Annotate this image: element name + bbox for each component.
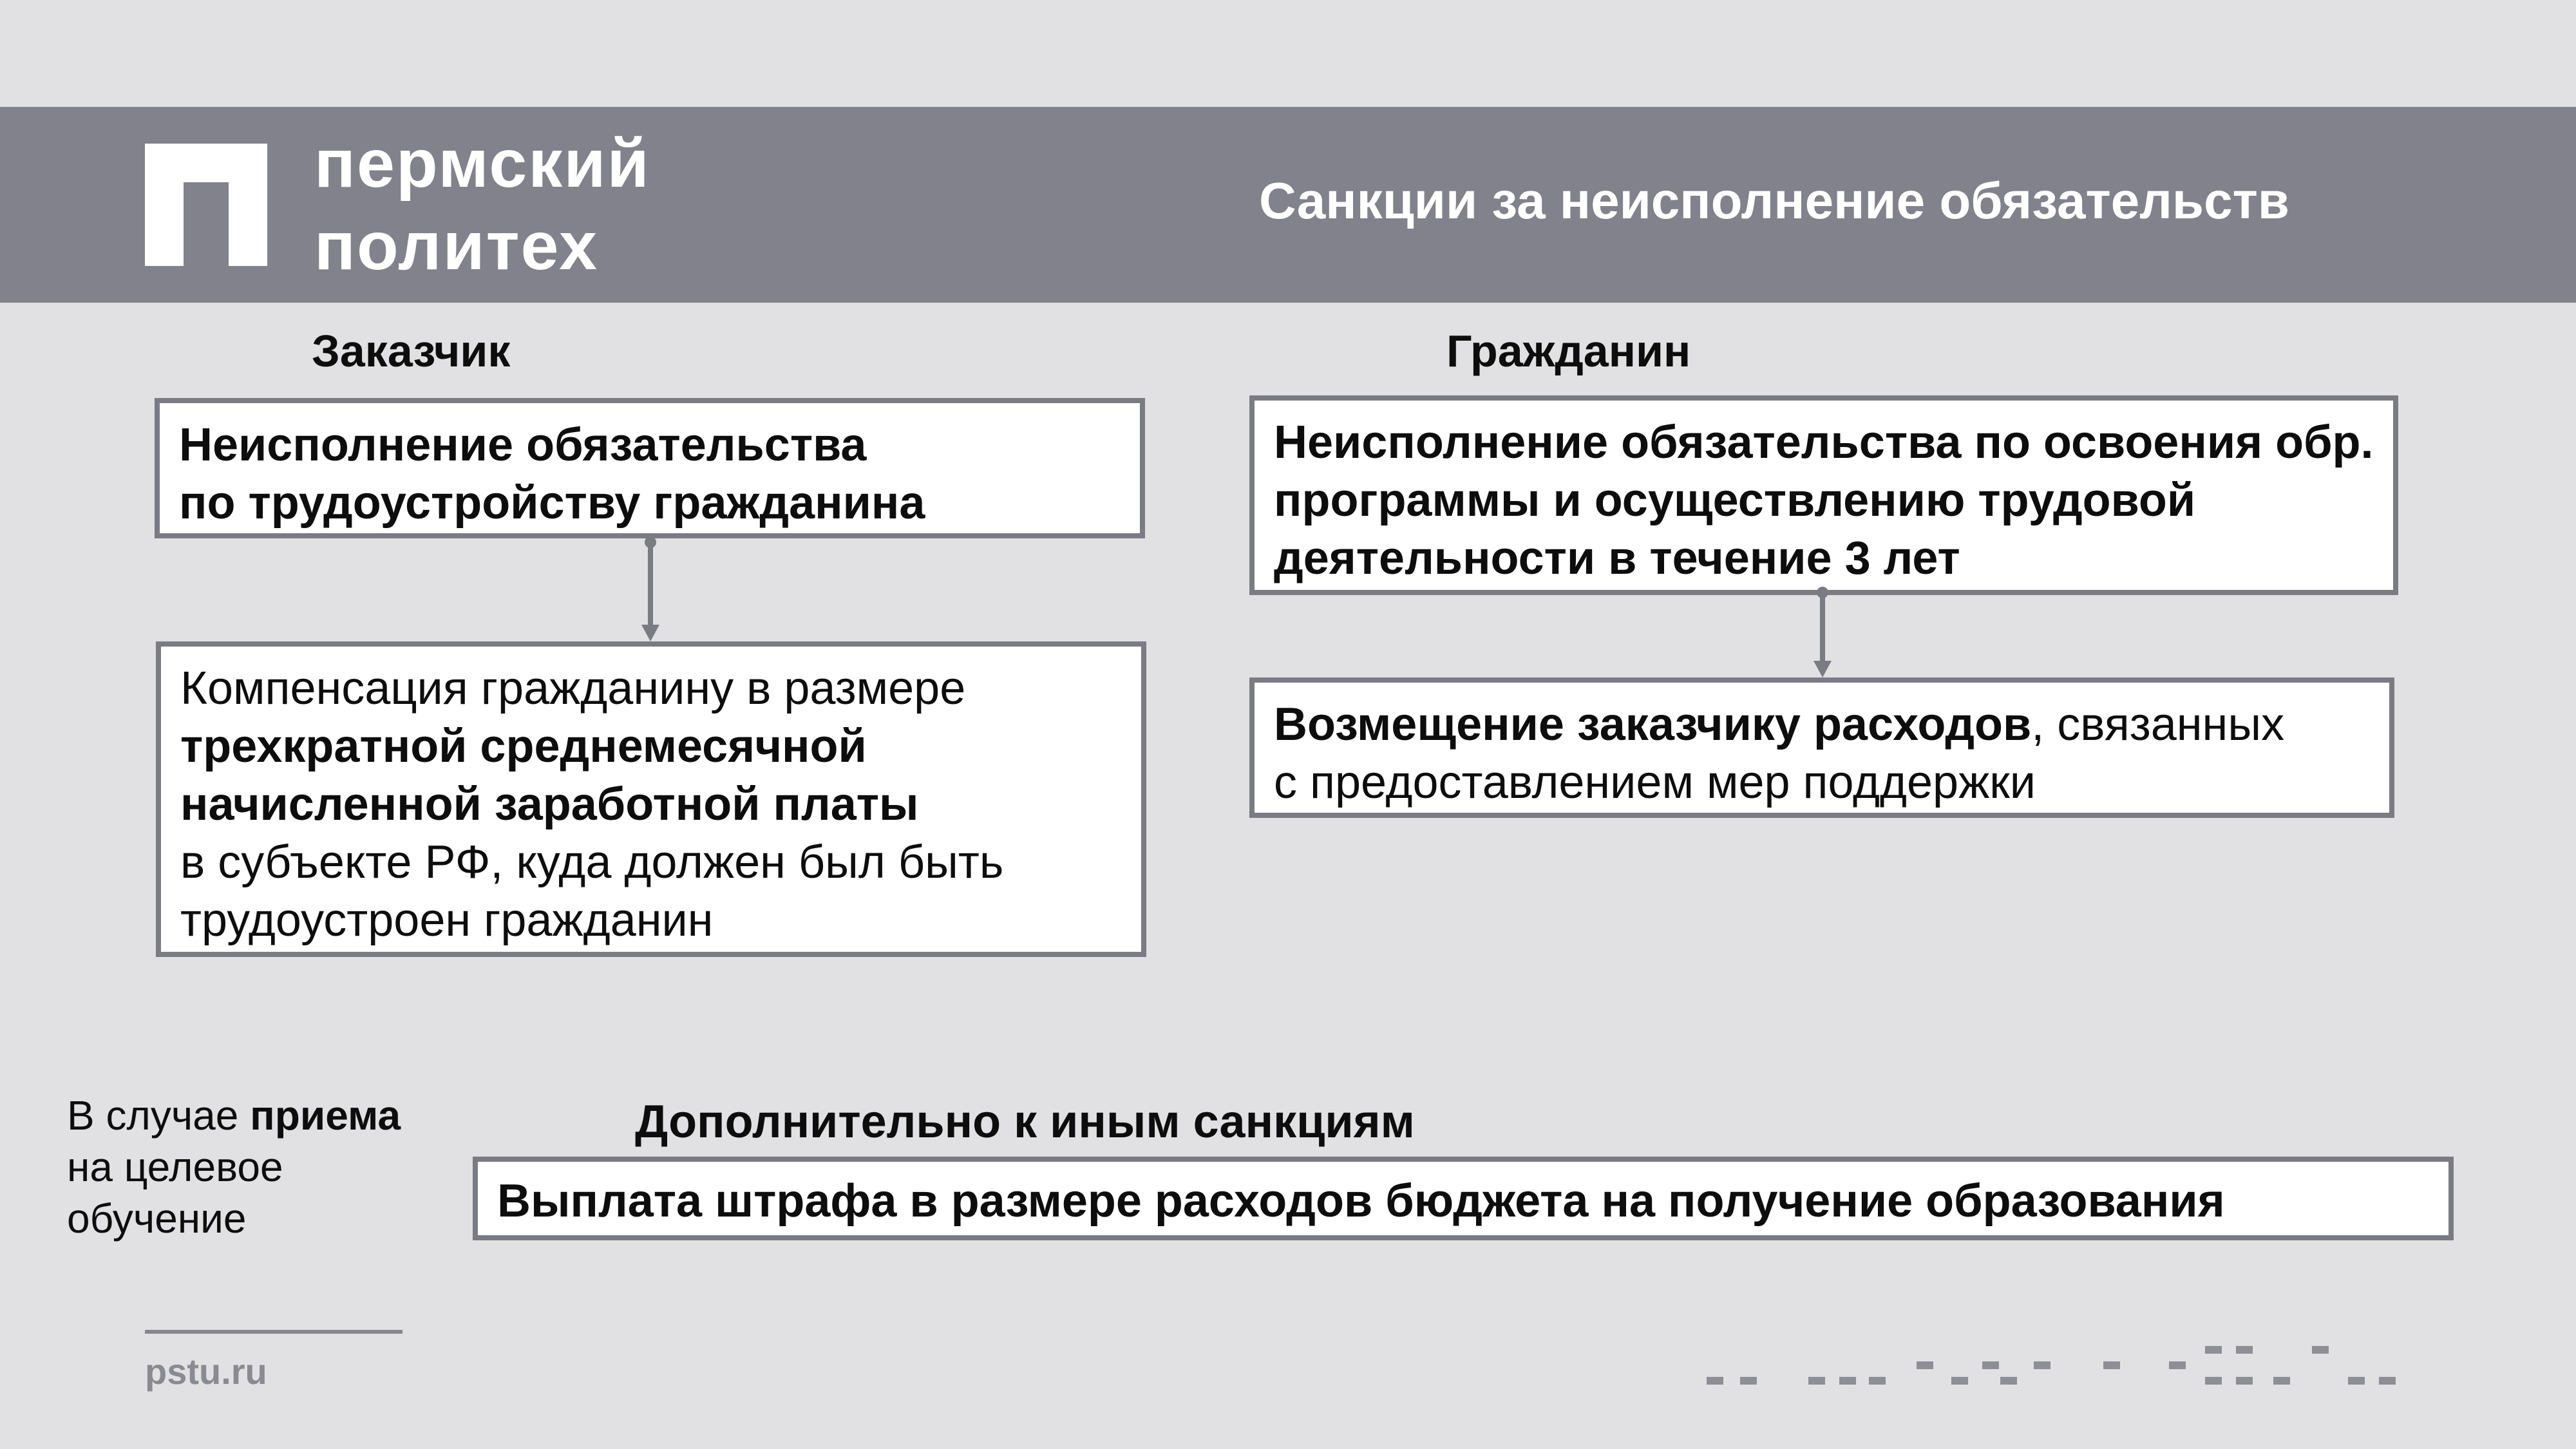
citizen-reimbursement-box <box>1249 677 2394 818</box>
side-note-line-3: обучение <box>67 1195 247 1242</box>
citizen-arrow <box>1810 589 1835 679</box>
customer-obligation-line-1: Неисполнение обязательства <box>179 419 867 471</box>
page-title: Санкции за неисполнение обязательств <box>1259 172 2289 229</box>
side-note-bold: приема <box>250 1092 401 1139</box>
citizen-obligation-box <box>1249 395 2398 595</box>
fine-text: Выплата штрафа в размере расходов бюджета на получение образования <box>497 1175 2225 1227</box>
fine-box <box>473 1157 2454 1240</box>
side-note-line-1 <box>67 1090 401 1141</box>
compensation-line-5: трудоустроен гражданин <box>180 895 714 946</box>
decorative-dash-pattern <box>1700 1333 2409 1385</box>
pstu-logo-icon <box>145 144 267 266</box>
side-note <box>67 1090 401 1244</box>
side-note-line-2: на целевое <box>67 1144 283 1190</box>
reimbursement-line-1 <box>1274 696 2370 753</box>
compensation-line-3: начисленной заработной платы <box>180 779 919 830</box>
compensation-line-2: трехкратной среднемесячной <box>180 721 867 772</box>
citizen-obligation-line-1: Неисполнение обязательства по освоения обр. <box>1274 417 2374 468</box>
logo-line-1: пермский <box>314 126 650 202</box>
compensation-line-1: Компенсация гражданину в размере <box>180 663 966 714</box>
customer-heading: Заказчик <box>312 326 511 376</box>
citizen-obligation-line-2: программы и осуществлению трудовой <box>1274 475 2196 526</box>
footer-divider <box>145 1330 402 1334</box>
additional-sanctions-heading: Дополнительно к иным санкциям <box>635 1096 1415 1148</box>
customer-compensation-box <box>156 641 1146 957</box>
logo-line-2: политех <box>314 208 599 284</box>
reimbursement-rest: , связанных <box>2031 699 2285 750</box>
compensation-line-4: в субъекте РФ, куда должен был быть <box>180 837 1004 888</box>
customer-arrow <box>638 538 663 641</box>
citizen-obligation-line-3: деятельности в течение 3 лет <box>1274 533 1960 584</box>
footer-site-link[interactable]: pstu.ru <box>145 1351 267 1392</box>
logo-wordmark <box>314 122 650 287</box>
side-note-prefix: В случае <box>67 1092 251 1139</box>
customer-obligation-box <box>155 398 1145 538</box>
reimbursement-bold: Возмещение заказчику расходов <box>1274 699 2032 750</box>
customer-obligation-line-2: по трудоустройству гражданина <box>179 477 925 529</box>
reimbursement-line-2: с предоставлением мер поддержки <box>1274 757 2036 808</box>
citizen-heading: Гражданин <box>1446 326 1691 376</box>
